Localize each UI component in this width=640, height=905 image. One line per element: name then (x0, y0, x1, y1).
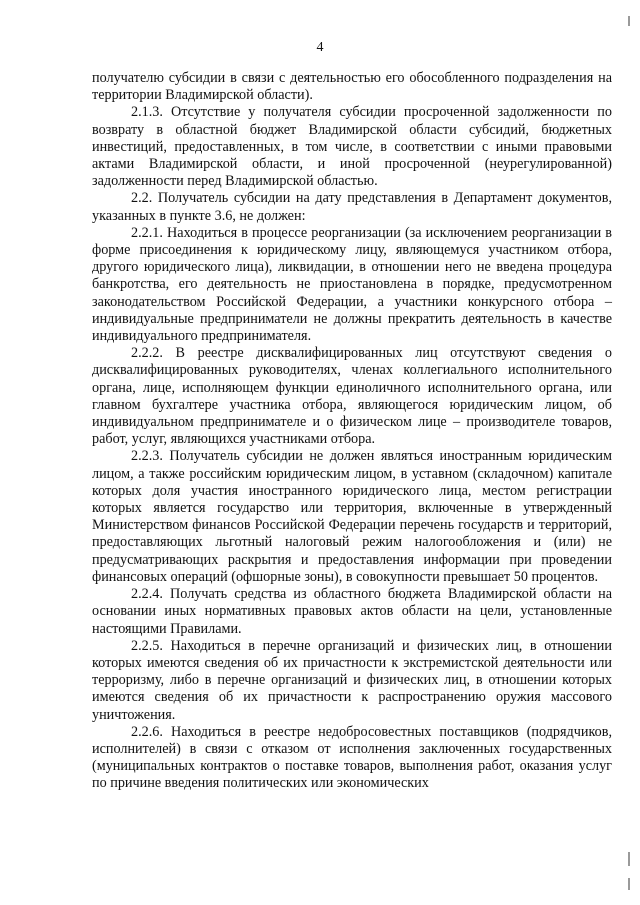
paragraph-2-2-6: 2.2.6. Находиться в реестре недобросовестных поставщиков (подрядчиков, исполнителей) в связи с отказом от исполнения заключенных государственных (муниципальных контрактов о поставке товаров, выполнения работ, оказания услуг по причине введения политических или экономических (92, 723, 612, 792)
paragraph-2-2-4: 2.2.4. Получать средства из областного бюджета Владимирской области на основании иных нормативных правовых актов области на цели, установленные настоящими Правилами. (92, 586, 612, 637)
paragraph-2-2-2: 2.2.2. В реестре дисквалифицированных лиц отсутствуют сведения о дисквалифицированных руководителях, членах коллегиального исполнительного органа, лице, исполняющем функции единоличного исполнительного органа, или главном бухгалтере участника отбора, являющегося юридическим лицом, об индивидуальном предпринимателе и о физическом лице – производителе товаров, работ, услуг, являющихся участниками отбора. (92, 345, 612, 448)
paragraph-2-2-1: 2.2.1. Находиться в процессе реорганизации (за исключением реорганизации в форме присоединения к юридическому лицу, являющемуся участником отбора, другого юридического лица), ликвидации, в отношении него не введена процедура банкротства, его деятельность не приостановлена в порядке, предусмотренном законодательством Российской Федерации, а участники конкурсного отбора – индивидуальные предприниматели не должны прекратить деятельность в качестве индивидуального предпринимателя. (92, 224, 612, 345)
paragraph-2-2-5: 2.2.5. Находиться в перечне организаций и физических лиц, в отношении которых имеются сведения об их причастности к экстремистской деятельности или терроризму, либо в перечне организаций и физических лиц, в отношении которых имеются сведения об их причастности к распространению оружия массового уничтожения. (92, 637, 612, 723)
page-number: 4 (316, 40, 324, 55)
document-body (92, 70, 612, 793)
paragraph-2-2-3: 2.2.3. Получатель субсидии не должен являться иностранным юридическим лицом, а также российским юридическим лицом, в уставном (складочном) капитале которых доля участия иностранного юридического лица, местом регистрации которых является государство или территория, включенные в утвержденный Министерством финансов Российской Федерации перечень государств и территорий, предоставляющих льготный налоговый режим налогообложения и (или) не предусматривающих раскрытия и предоставления информации при проведении финансовых операций (офшорные зоны), в совокупности превышает 50 процентов. (92, 448, 612, 585)
scan-edge-mark (628, 16, 630, 26)
paragraph-continuation: получателю субсидии в связи с деятельностью его обособленного подразделения на территории Владимирской области). (92, 70, 612, 104)
paragraph-2-1-3: 2.1.3. Отсутствие у получателя субсидии просроченной задолженности по возврату в областной бюджет Владимирской области субсидий, бюджетных инвестиций, предоставленных, в том числе, в соответствии с иными правовыми актами Владимирской области, и иной просроченной (неурегулированной) задолженности перед Владимирской областью. (92, 104, 612, 190)
scan-edge-mark (628, 852, 630, 866)
scan-edge-mark (628, 878, 630, 890)
paragraph-2-2: 2.2. Получатель субсидии на дату представления в Департамент документов, указанных в пункте 3.6, не должен: (92, 190, 612, 224)
